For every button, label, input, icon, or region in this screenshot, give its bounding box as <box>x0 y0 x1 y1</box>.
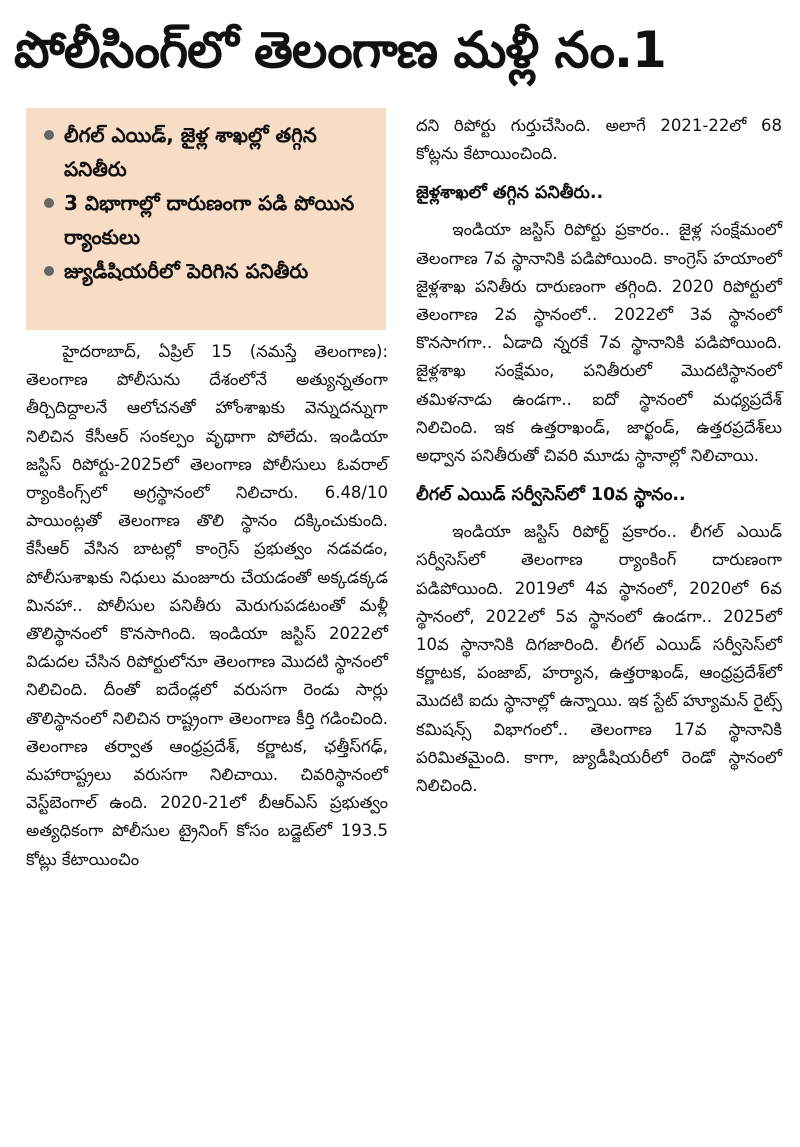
continuation-paragraph: దని రిపోర్టు గుర్తుచేసింది. అలాగే 2021-22లో 68 కోట్లను కేటాయించింది. <box>416 116 782 164</box>
highlight-text: లీగల్ ఎయిడ్, జైళ్ల శాఖల్లో తగ్గిన పనితీరు <box>64 123 317 181</box>
headline: పోలీసింగ్‌లో తెలంగాణ మళ్లీ నం.1 <box>14 21 666 79</box>
body-paragraph: ఇండియా జస్టిస్ రిపోర్టు ప్రకారం.. జైళ్ల సంక్షేమంలో తెలంగాణ 7వ స్థానానికి పడిపోయింది. కాంగ్రెస్ హయాంలో జైళ్లశాఖ పనితీరు దారుణంగా తగ్గింది. 2020 రిపోర్టులో తెలంగాణ 2వ స్థానంలో.. 2022లో 3వ స్థానంలో కొనసాగగా.. ఏడాది న్నరకే 7వ స్థానానికి పడిపోయింది. జైళ్లశాఖ సంక్షేమం, పనితీరులో మొదటిస్థానంలో తమిళనాడు ఉండగా.. ఐదో స్థానంలో మధ్యప్రదేశ్ నిలిచింది. ఇక ఉత్తరాఖండ్, జార్ఖండ్, ఉత్తరప్రదేశ్‌లు అధ్వాన పనితీరుతో చివరి మూడు స్థానాల్లో నిలిచాయి. <box>416 220 782 466</box>
bullet-icon <box>44 130 54 140</box>
highlights-box <box>26 108 386 330</box>
highlight-text: జ్యుడీషియరీలో పెరిగిన పనితీరు <box>64 259 309 283</box>
body-paragraph: హైదరాబాద్, ఏప్రిల్ 15 (నమస్తే తెలంగాణ): తెలంగాణ పోలీసును దేశంలోనే అత్యున్నతంగా తీర్చిదిద్దాలనే ఆలోచనతో హోంశాఖకు వెన్నుదన్నుగా నిలిచిన కేసీఆర్ సంకల్పం వృథాగా పోలేదు. ఇండియా జస్టిస్ రిపోర్టు-2025లో తెలంగాణ పోలీసులు ఓవరాల్ ర్యాంకింగ్స్‌లో అగ్రస్థానంలో నిలిచారు. 6.48/10 పాయింట్లతో తెలంగాణ తొలి స్థానం దక్కించుకుంది. కేసీఆర్ వేసిన బాటల్లో కాంగ్రెస్ ప్రభుత్వం నడవడం, పోలీసుశాఖకు నిధులు మంజూరు చేయడంతో అక్కడక్కడ మినహా.. పోలీసుల పనితీరు మెరుగుపడటంతో మళ్లీ తొలిస్థానంలో కొనసాగింది. ఇండియా జస్టిస్ 2022లో విడుదల చేసిన రిపోర్టులోనూ తెలంగాణ మొదటి స్థానంలో నిలిచింది. దీంతో ఐదేండ్లలో వరుసగా రెండు సార్లు తొలిస్థానంలో నిలిచిన రాష్ట్రంగా తెలంగాణ కీర్తి గడించింది. తెలంగాణ తర్వాత ఆంధ్రప్రదేశ్, కర్ణాటక, ఛత్తీస్‌గఢ్, మహారాష్ట్రలు వరుసగా నిలిచాయి. చివరిస్థానంలో వెస్ట్‌బెంగాల్ ఉంది. 2020-21లో బీఆర్‌ఎస్ ప్రభుత్వం అత్యధికంగా పోలీసుల ట్రైనింగ్ కోసం బడ్జెట్‌లో 193.5 కోట్లు కేటాయించిం <box>26 342 388 869</box>
bullet-icon <box>44 266 54 276</box>
highlight-item <box>42 254 376 288</box>
body-paragraph: ఇండియా జస్టిస్ రిపోర్ట్ ప్రకారం.. లీగల్ ఎయిడ్ సర్వీసెస్‌లో తెలంగాణ ర్యాంకింగ్ దారుణంగా పడిపోయింది. 2019లో 4వ స్థానంలో, 2020లో 6వ స్థానంలో, 2022లో 5వ స్థానంలో ఉండగా.. 2025లో 10వ స్థానానికి దిగజారింది. లీగల్ ఎయిడ్ సర్వీసెస్‌లో కర్ణాటక, పంజాబ్, హర్యాన, ఉత్తరాఖండ్, ఆంధ్రప్రదేశ్‌లో మొదటి ఐదు స్థానాల్లో ఉన్నాయి. ఇక స్టేట్ హ్యూమన్ రైట్స్ కమిషన్స్ విభాగంలో.. తెలంగాణ 17వ స్థానానికి పరిమితమైంది. కాగా, జ్యుడీషియరీలో రెండో స్థానంలో నిలిచింది. <box>416 522 782 796</box>
highlight-item <box>42 186 376 254</box>
left-column <box>26 338 388 874</box>
subhead-prisons: జైళ్లశాఖలో తగ్గిన పనితీరు.. <box>416 183 604 204</box>
bullet-icon <box>44 198 54 208</box>
right-column <box>416 112 782 800</box>
subhead-legal-aid: లీగల్ ఎయిడ్ సర్వీసెస్‌లో 10వ స్థానం.. <box>416 485 686 506</box>
highlight-text: 3 విభాగాల్లో దారుణంగా పడి పోయిన ర్యాంకులు <box>64 191 355 249</box>
highlights-list <box>42 118 376 288</box>
highlight-item <box>42 118 376 186</box>
